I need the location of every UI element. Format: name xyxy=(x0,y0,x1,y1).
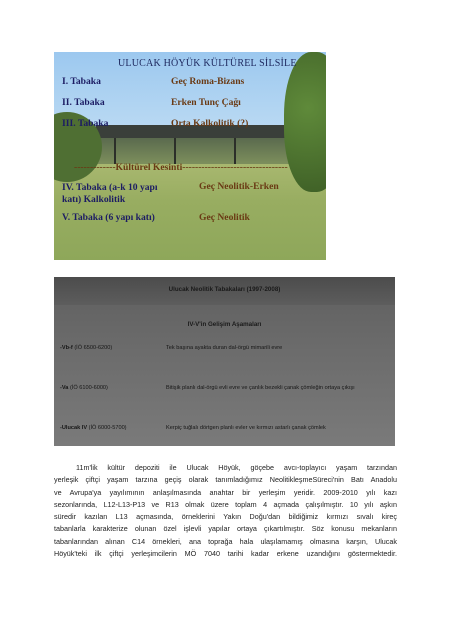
phase-name: -Vb-f xyxy=(60,345,73,351)
layer-label: V. Tabaka (6 yapı katı) xyxy=(62,212,155,223)
shelter-post xyxy=(114,138,116,164)
shelter-post xyxy=(234,138,236,164)
paragraph-line: süredir kazılan L13 açmasında, örneklerini Yakın Doğu'dan bildiğimiz kırmızı sıvalı kireç xyxy=(54,512,397,522)
slide-title: Ulucak Neolitik Tabakaları (1997-2008) xyxy=(168,286,281,293)
cultural-gap-separator: -------------Kültürel Kesinti--------------------------------- xyxy=(74,162,288,173)
phase-name: -Ulucak IV xyxy=(60,425,88,431)
layer-period: Erken Tunç Çağı xyxy=(171,97,241,108)
body-paragraph xyxy=(54,462,397,560)
shelter-post xyxy=(174,138,176,164)
phase-label xyxy=(60,424,127,432)
paragraph-line: Höyük'teki ilk çiftçi yerleşimcilerin MÖ 7040 tarihi kadar erkene uzandığını göstermektedir. xyxy=(54,549,397,559)
paragraph-line: tabanlarla karakterize olunan özel işlevli yapılar ortaya çıkartılmıştır. Söz konusu mekanların xyxy=(54,524,397,534)
paragraph-line: yerleşik çiftçi yaşam tarzına geçiş olarak tanımladığımız NeolitikleşmeSüreci'nin Batı Anadolu xyxy=(54,475,397,485)
grass-field xyxy=(54,162,326,260)
layer-label: III. Tabaka xyxy=(62,118,109,129)
phase-label xyxy=(60,384,108,392)
layer-period: Orta Kalkolitik (?) xyxy=(171,118,249,129)
layer-label: IV. Tabaka (a-k 10 yapı katı) Kalkolitik xyxy=(62,182,158,205)
stratigraphy-photo-figure xyxy=(54,52,326,260)
tree xyxy=(284,52,326,192)
paragraph-line: sezonlarında, L12-L13-P13 ve R13 olmak üzere toplam 4 açmada çalışılmıştır. 10 yılı aşkın xyxy=(54,499,397,509)
layer-label: I. Tabaka xyxy=(62,76,101,87)
layer-period: Geç Neolitik-Erken xyxy=(199,181,279,192)
layer-label: II. Tabaka xyxy=(62,97,105,108)
paragraph-line: 11m'lik kültür depoziti ile Ulucak Höyük, göçebe avcı-toplayıcı yaşam tarzından xyxy=(76,463,397,472)
slide-subtitle: IV-V'in Gelişim Aşamaları xyxy=(187,321,262,328)
layer-period: Geç Roma-Bizans xyxy=(171,76,245,87)
phase-dates: (İÖ 6000-5700) xyxy=(88,425,127,431)
figure1-title: ULUCAK HÖYÜK KÜLTÜREL SİLSİLE xyxy=(118,58,297,69)
phase-description: Tek başına ayakta duran dal-örgü mimarili evre xyxy=(166,345,283,351)
neolithic-phases-slide xyxy=(54,277,395,446)
paragraph-line: ve Avrupa'ya yayılımının anlaşılmasında anahtar bir yerleşim yeridir. 2009-2010 yılı kazı xyxy=(54,487,397,497)
layer-period: Geç Neolitik xyxy=(199,212,250,223)
phase-dates: (İÖ 6100-6000) xyxy=(69,385,108,391)
phase-description: Bitişik planlı dal-örgü evli evre ve çanlık bezekli çanak çömleğin ortaya çıkışı xyxy=(166,385,355,391)
phase-label xyxy=(60,344,112,352)
phase-name: -Va xyxy=(60,385,69,391)
paragraph-line: tabanlarından alınan C14 örnekleri, ana toprağa hala ulaşılamamış olmasına karşın, Ulucak xyxy=(54,536,397,546)
phase-dates: (İÖ 6500-6200) xyxy=(74,345,113,351)
phase-description: Kerpiç tuğlalı dörtgen planlı evler ve kırmızı astarlı çanak çömlek xyxy=(166,425,326,431)
